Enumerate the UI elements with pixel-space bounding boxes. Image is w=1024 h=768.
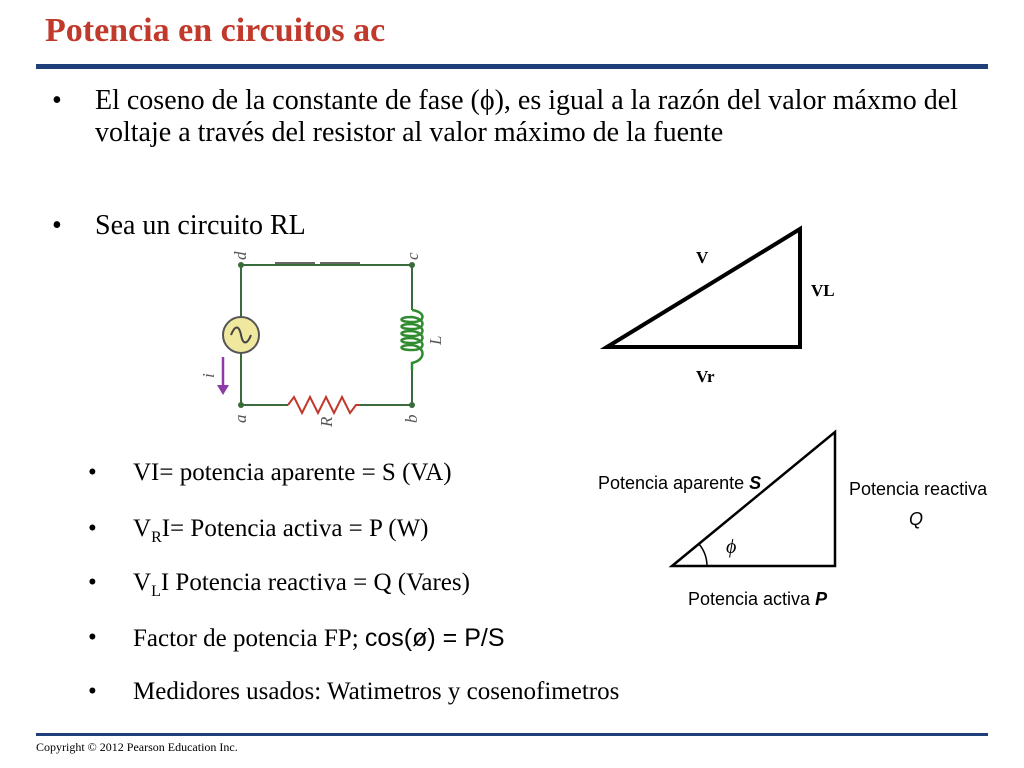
copyright-footer: Copyright © 2012 Pearson Education Inc. <box>36 740 238 754</box>
sub-bullet-text: Medidores usados: Watimetros y cosenofimetros <box>133 678 620 705</box>
bullet-marker: • <box>52 210 62 241</box>
subscript-l: L <box>151 583 161 600</box>
node-b <box>409 402 415 408</box>
label-d: d <box>231 251 250 260</box>
sub-bullet-power-factor <box>133 623 505 654</box>
angle-arc <box>699 544 707 566</box>
node-a <box>238 402 244 408</box>
sub-bullet-text: V <box>133 515 152 542</box>
label-active: Potencia activa P <box>688 589 828 609</box>
sub-bullet-marker: • <box>88 459 97 486</box>
label-a: a <box>231 414 250 423</box>
label-vl: VL <box>811 281 835 300</box>
bullet-phase-constant: El coseno de la constante de fase (ϕ), es igual a la razón del valor máxmo del voltaje a través del resistor al valor máximo de la fuente <box>95 85 958 148</box>
label-reactive: Potencia reactiva <box>849 479 988 499</box>
sub-bullet-marker: • <box>88 624 97 651</box>
footer-divider <box>36 733 988 736</box>
node-c <box>409 262 415 268</box>
label-vr: Vr <box>696 367 715 386</box>
sub-bullet-marker: • <box>88 569 97 596</box>
sub-bullet-meters <box>133 677 619 707</box>
sub-bullet-text: V <box>133 569 152 596</box>
label-resistor: R <box>317 416 336 427</box>
sub-bullet-text: VI= potencia aparente = S (VA) <box>133 459 452 486</box>
sub-bullet-text: Factor de potencia FP; <box>133 625 365 652</box>
power-triangle <box>672 432 835 566</box>
label-current: i <box>199 373 218 378</box>
power-factor-formula: cos(ø) = P/S <box>364 624 505 652</box>
power-triangle-diagram <box>595 425 995 615</box>
circuit-wire <box>241 265 412 405</box>
sub-bullet-active-power <box>133 514 429 553</box>
bullet-marker: • <box>52 85 62 116</box>
label-b: b <box>402 414 421 423</box>
sub-bullet-marker: • <box>88 678 97 705</box>
subscript-r: R <box>151 529 162 546</box>
voltage-triangle <box>607 229 800 347</box>
label-inductor: L <box>426 335 445 345</box>
bullet-rl-circuit: Sea un circuito RL <box>95 210 306 241</box>
label-v: V <box>696 248 709 267</box>
rl-circuit-diagram <box>199 245 445 427</box>
label-c: c <box>403 252 422 260</box>
node-d <box>238 262 244 268</box>
label-reactive-sym: Q <box>909 509 924 529</box>
title-divider <box>36 64 988 69</box>
sub-bullet-apparent-power <box>133 458 452 488</box>
sub-bullet-text: I= Potencia activa = P (W) <box>161 515 429 542</box>
label-phi: ϕ <box>726 536 737 558</box>
sub-bullet-text: I Potencia reactiva = Q (Vares) <box>160 569 470 596</box>
sub-bullet-marker: • <box>88 515 97 542</box>
slide-title: Potencia en circuitos ac <box>45 12 386 49</box>
voltage-triangle-diagram <box>590 220 850 390</box>
sub-bullet-reactive-power <box>133 568 470 607</box>
label-apparent: Potencia aparente S <box>598 473 762 493</box>
